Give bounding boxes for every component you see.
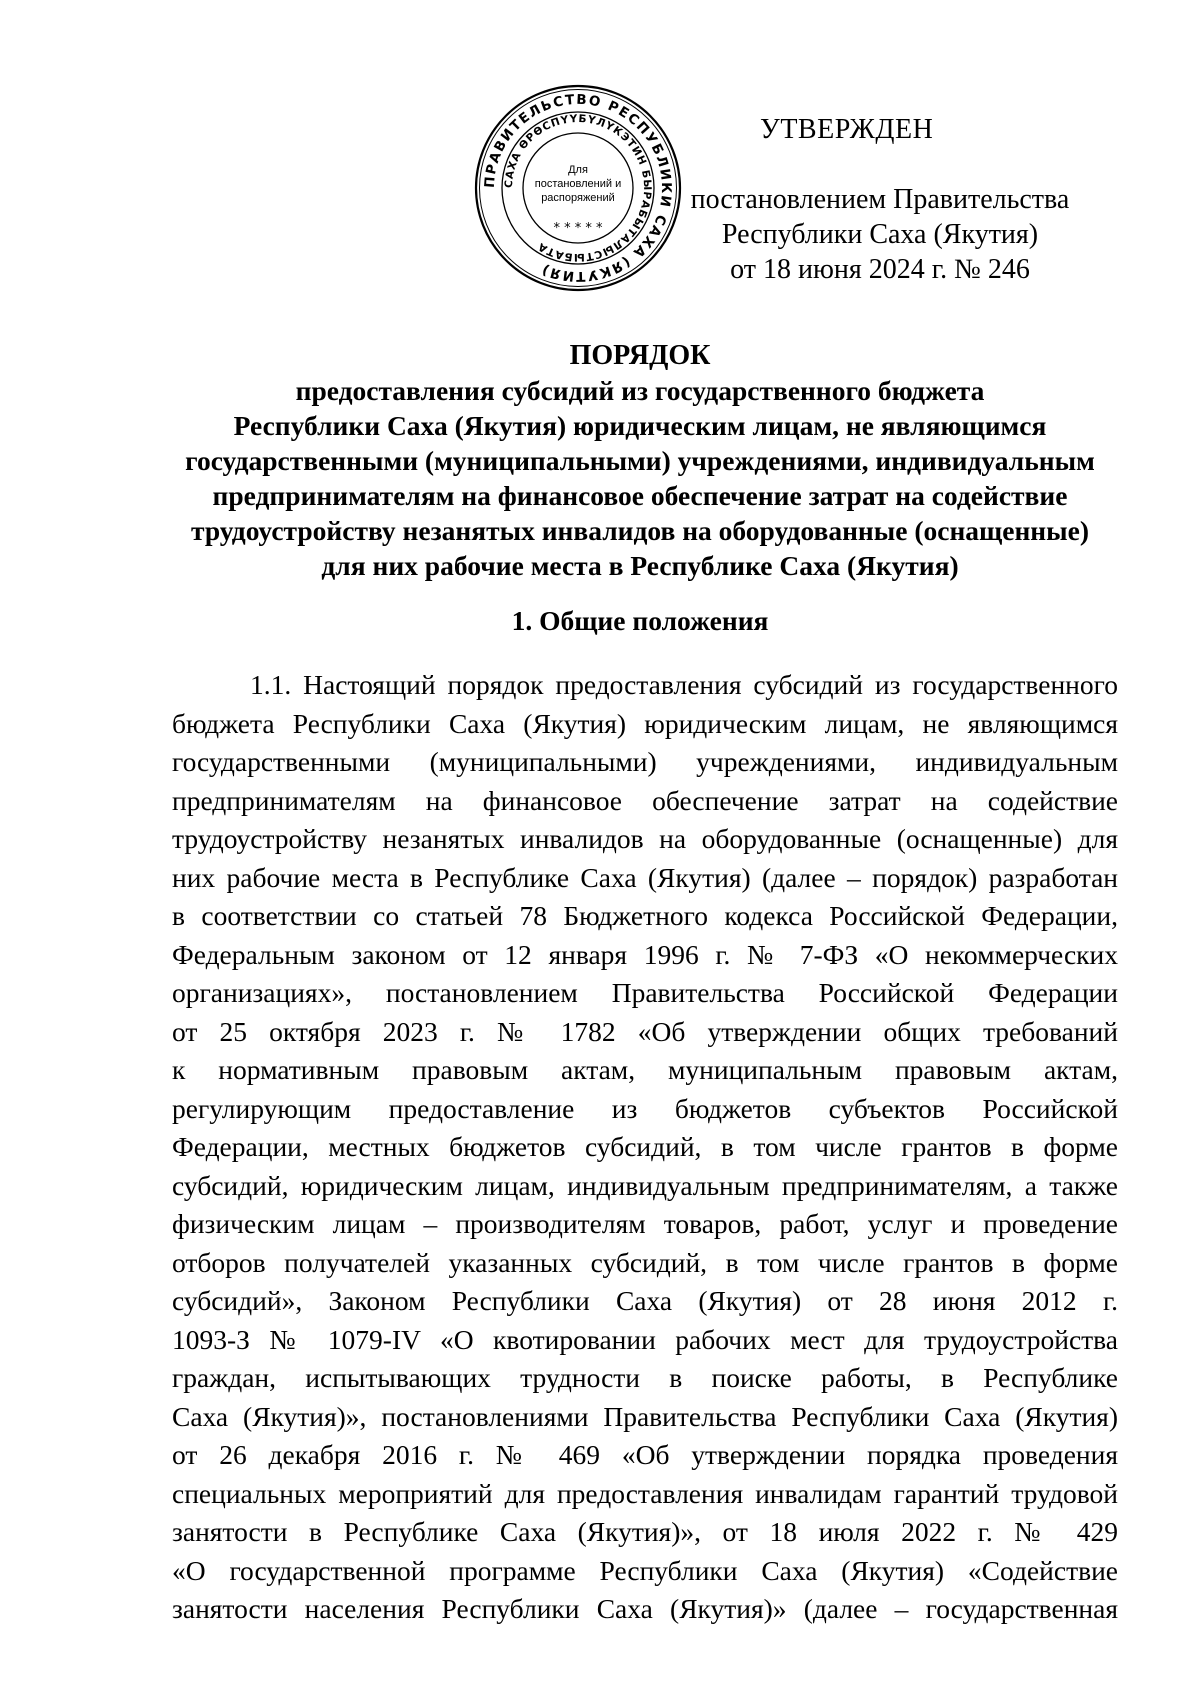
section-body: [172, 666, 1118, 1629]
approval-block: [690, 182, 1070, 287]
paragraph-line: трудоустройству незанятых инвалидов на оборудованные (оснащенные) для: [172, 823, 1118, 854]
paragraph-line: бюджета Республики Саха (Якутия) юридическим лицам, не являющимся: [172, 707, 1118, 739]
svg-text:* * * * *: * * * * *: [553, 221, 603, 236]
paragraph-line: Федеральным законом от 12 января 1996 г. № 7-ФЗ «О некоммерческих: [172, 938, 1118, 970]
approval-heading: УТВЕРЖДЕН: [760, 114, 934, 145]
svg-text:ПРАВИТЕЛЬСТВО РЕСПУБЛИКИ САХА: ПРАВИТЕЛЬСТВО РЕСПУБЛИКИ САХА (ЯКУТИЯ): [481, 91, 675, 285]
title-line: трудоустройству незанятых инвалидов на оборудованные (оснащенные): [191, 515, 1089, 546]
title-line: государственными (муниципальными) учреждениями, индивидуальным: [185, 445, 1095, 476]
paragraph-line: субсидий», Законом Республики Саха (Якутия) от 28 июня 2012 г.: [172, 1285, 1118, 1316]
paragraph-line: специальных мероприятий для предоставления инвалидам гарантий трудовой: [172, 1477, 1118, 1509]
paragraph-line: занятости населения Республики Саха (Якутия)» (далее – государственная: [172, 1593, 1118, 1624]
svg-text:Для: Для: [568, 164, 588, 176]
paragraph-line: «О государственной программе Республики Саха (Якутия) «Содействие: [172, 1554, 1118, 1586]
paragraph-line: государственными (муниципальными) учреждениями, индивидуальным: [172, 746, 1118, 777]
paragraph-line: Саха (Якутия)», постановлениями Правительства Республики Саха (Якутия): [172, 1400, 1118, 1432]
paragraph-line: от 26 декабря 2016 г. № 469 «Об утверждении порядка проведения: [172, 1439, 1118, 1470]
paragraph-line: к нормативным правовым актам, муниципальным правовым актам,: [172, 1054, 1118, 1085]
paragraph-line: от 25 октября 2023 г. № 1782 «Об утверждении общих требований: [172, 1015, 1118, 1047]
paragraph-line: физическим лицам – производителям товаров, работ, услуг и проведение: [172, 1208, 1118, 1239]
title-line: для них рабочие места в Республике Саха (Якутия): [321, 550, 959, 581]
paragraph-line: 1093-З № 1079-IV «О квотировании рабочих мест для трудоустройства: [172, 1323, 1118, 1355]
title-line: предоставления субсидий из государственного бюджета: [295, 375, 985, 406]
paragraph-line: граждан, испытывающих трудности в поиске работы, в Республике: [172, 1362, 1118, 1393]
paragraph-line: регулирующим предоставление из бюджетов субъектов Российской: [172, 1092, 1118, 1124]
paragraph-line: занятости в Республике Саха (Якутия)», от 18 июля 2022 г. № 429: [172, 1516, 1118, 1547]
svg-text:САХА ӨРӨСПҮҮБҮЛҮКЭТИН БЫРАБЫТА: САХА ӨРӨСПҮҮБҮЛҮКЭТИН БЫРАБЫТАЛЫСТЫБАТА: [502, 112, 654, 264]
paragraph-line: субсидий, юридическим лицам, индивидуальным предпринимателям, а также: [172, 1169, 1118, 1201]
paragraph-line: 1.1. Настоящий порядок предоставления субсидий из государственного: [250, 669, 1118, 700]
title-line: предпринимателям на финансовое обеспечение затрат на содействие: [212, 480, 1068, 511]
paragraph-line: Федерации, местных бюджетов субсидий, в том числе грантов в форме: [172, 1131, 1118, 1162]
paragraph-line: в соответствии со статьей 78 Бюджетного кодекса Российской Федерации,: [172, 900, 1118, 931]
paragraph-line: отборов получателей указанных субсидий, в том числе грантов в форме: [172, 1246, 1118, 1278]
government-seal-stamp: [472, 82, 684, 294]
title-main: ПОРЯДОК: [569, 340, 711, 371]
title-line: Республики Саха (Якутия) юридическим лицам, не являющимся: [233, 410, 1047, 441]
document-title: [160, 338, 1120, 583]
svg-text:распоряжений: распоряжений: [541, 192, 615, 204]
approval-line: постановлением Правительства: [690, 184, 1070, 215]
svg-text:постановлений и: постановлений и: [534, 178, 622, 190]
paragraph-line: предпринимателям на финансовое обеспечение затрат на содействие: [172, 784, 1118, 816]
approval-line: от 18 июня 2024 г. № 246: [730, 254, 1030, 285]
section-heading: 1. Общие положения: [511, 605, 769, 636]
paragraph-line: них рабочие места в Республике Саха (Якутия) (далее – порядок) разработан: [172, 861, 1118, 893]
paragraph-line: организациях», постановлением Правительства Российской Федерации: [172, 977, 1118, 1008]
approval-line: Республики Саха (Якутия): [721, 219, 1039, 250]
